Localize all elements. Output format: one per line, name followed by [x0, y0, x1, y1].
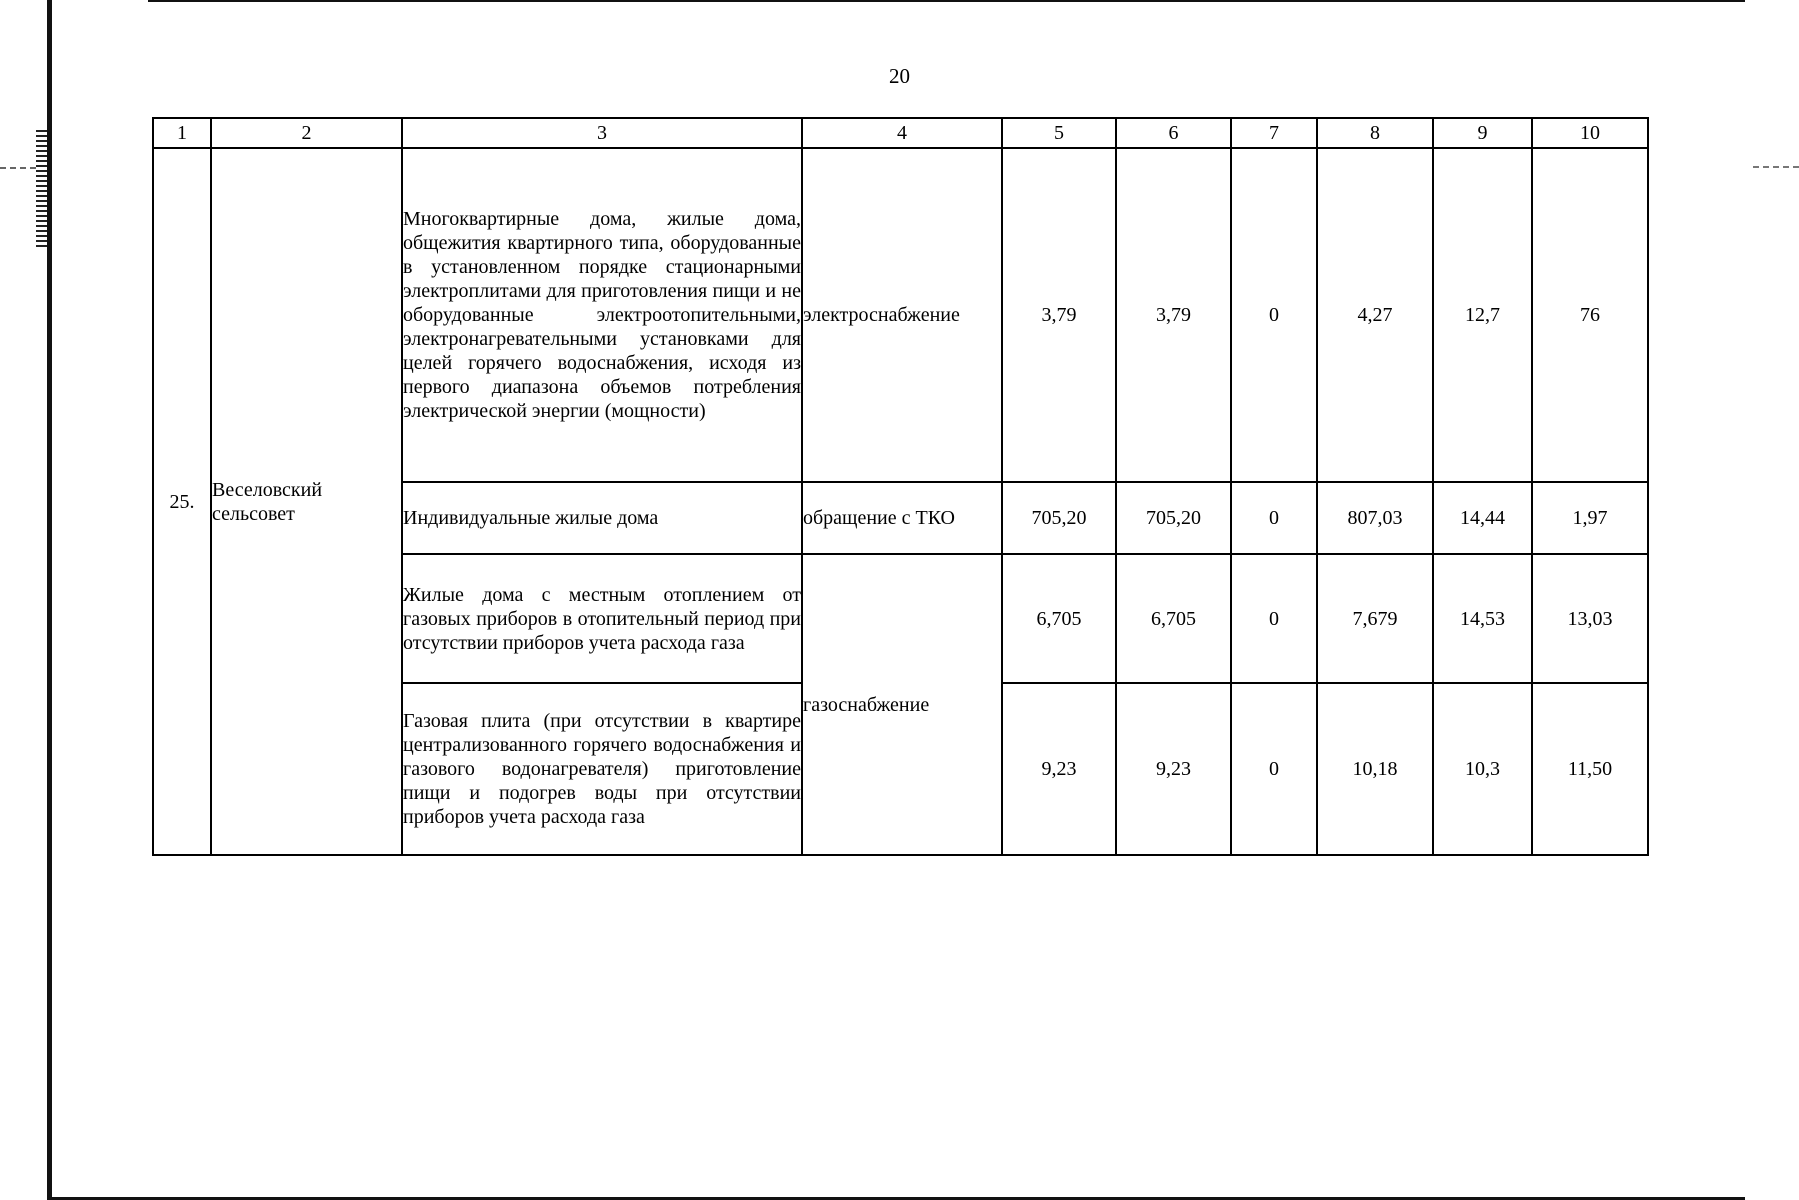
value-cell: 0: [1231, 148, 1317, 482]
value-cell: 4,27: [1317, 148, 1433, 482]
value-cell: 10,3: [1433, 683, 1532, 855]
value-cell: 3,79: [1002, 148, 1116, 482]
value-cell: 1,97: [1532, 482, 1648, 554]
column-number: 1: [153, 118, 211, 148]
column-number: 4: [802, 118, 1002, 148]
column-number: 6: [1116, 118, 1231, 148]
value-cell: 11,50: [1532, 683, 1648, 855]
value-cell: 14,53: [1433, 554, 1532, 683]
value-cell: 6,705: [1116, 554, 1231, 683]
settlement-name: Веселовский сельсовет: [211, 148, 402, 855]
consumer-category: Многоквартирные дома, жилые дома, общежития квартирного типа, оборудованные в установленном порядке стационарными электроплитами для приготовления пищи и не оборудованные электроотопительными, электронагревательными установками для целей горячего водоснабжения, исходя из первого диапазона объемов потребления электрической энергии (мощности): [402, 148, 802, 482]
value-cell: 14,44: [1433, 482, 1532, 554]
column-number-row: [153, 118, 1648, 148]
scan-left-edge: [47, 0, 52, 1200]
column-number: 8: [1317, 118, 1433, 148]
value-cell: 807,03: [1317, 482, 1433, 554]
value-cell: 0: [1231, 482, 1317, 554]
consumer-category: Жилые дома с местным отоплением от газовых приборов в отопительный период при отсутствии приборов учета расхода газа: [402, 554, 802, 683]
value-cell: 705,20: [1002, 482, 1116, 554]
value-cell: 6,705: [1002, 554, 1116, 683]
value-cell: 76: [1532, 148, 1648, 482]
scan-left-dash: [0, 167, 36, 169]
table-row: [153, 148, 1648, 482]
column-number: 2: [211, 118, 402, 148]
value-cell: 7,679: [1317, 554, 1433, 683]
service-type: обращение с ТКО: [802, 482, 1002, 554]
value-cell: 0: [1231, 683, 1317, 855]
scan-left-noise: [36, 130, 47, 250]
column-number: 9: [1433, 118, 1532, 148]
scan-top-edge: [148, 0, 1745, 2]
column-number: 10: [1532, 118, 1648, 148]
value-cell: 13,03: [1532, 554, 1648, 683]
value-cell: 12,7: [1433, 148, 1532, 482]
consumer-category: Газовая плита (при отсутствии в квартире централизованного горячего водоснабжения и газового водонагревателя) приготовление пищи и подогрев воды при отсутствии приборов учета расхода газа: [402, 683, 802, 855]
service-type: газоснабжение: [802, 554, 1002, 855]
value-cell: 3,79: [1116, 148, 1231, 482]
value-cell: 705,20: [1116, 482, 1231, 554]
value-cell: 0: [1231, 554, 1317, 683]
value-cell: 9,23: [1002, 683, 1116, 855]
column-number: 5: [1002, 118, 1116, 148]
consumer-category: Индивидуальные жилые дома: [402, 482, 802, 554]
tariff-table: [152, 117, 1649, 856]
column-number: 3: [402, 118, 802, 148]
row-number: 25.: [153, 148, 211, 855]
page-number: 20: [889, 64, 910, 88]
scan-right-dash: [1753, 166, 1799, 168]
value-cell: 9,23: [1116, 683, 1231, 855]
column-number: 7: [1231, 118, 1317, 148]
value-cell: 10,18: [1317, 683, 1433, 855]
service-type: электроснабжение: [802, 148, 1002, 482]
